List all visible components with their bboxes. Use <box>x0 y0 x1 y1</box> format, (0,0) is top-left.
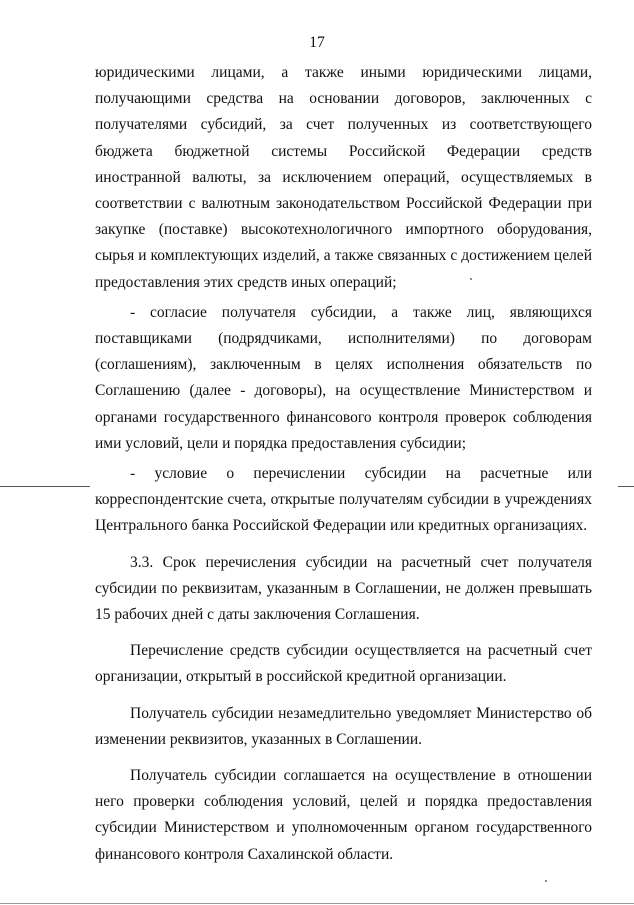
paragraph-notify-ministry: Получатель субсидии незамедлительно уведомляет Министерство об изменении реквизитов, указанных в Соглашении. <box>95 704 592 748</box>
body-text <box>95 60 592 868</box>
paragraph-bullet-condition: - условие о перечислении субсидии на расчетные или корреспондентские счета, открытые получателям субсидии в учреждениях Центрального банка Российской Федерации или кредитных организациях. <box>95 465 592 535</box>
paragraph-continuation: юридическими лицами, а также иными юридическими лицами, получающими средства на основании договоров, заключенных с получателями субсидий, за счет полученных из соответствующего бюджета бюджетной системы Российской Федерации средств иностранной валюты, за исключением операций, осуществляемых в соответствии с валютным законодательством Российской Федерации при закупке (поставке) высокотехнологичного импортного оборудования, сырья и комплектующих изделий, а также связанных с достижением целей предоставления этих средств иных операций; <box>95 64 592 291</box>
paragraph-transfer-account: Перечисление средств субсидии осуществляется на расчетный счет организации, открытый в российской кредитной организации. <box>95 642 592 686</box>
scan-margin-line-left <box>0 486 90 487</box>
paragraph-3-3-term: 3.3. Срок перечисления субсидии на расчетный счет получателя субсидии по реквизитам, указанным в Соглашении, не должен превышать 15 рабочих дней с даты заключения Соглашения. <box>95 553 592 624</box>
paragraph-inspection-consent: Получатель субсидии соглашается на осуществление в отношении него проверки соблюдения условий, целей и порядка предоставления субсидии Министерством и уполномоченным органом государственного финансового контроля Сахалинской области. <box>95 767 592 863</box>
scan-speck <box>545 880 547 882</box>
page-number: 17 <box>309 34 325 51</box>
scan-speck <box>470 278 472 280</box>
scan-bottom-edge <box>0 903 634 904</box>
scan-margin-line-right <box>618 486 634 487</box>
paragraph-bullet-consent: - согласие получателя субсидии, а также лиц, являющихся поставщиками (подрядчиками, исполнителями) по договорам (соглашениям), заключенным в целях исполнения обязательств по Соглашению (далее - договоры), на осуществление Министерством и органами государственного финансового контроля проверок соблюдения ими условий, цели и порядка предоставления субсидии; <box>95 303 592 452</box>
